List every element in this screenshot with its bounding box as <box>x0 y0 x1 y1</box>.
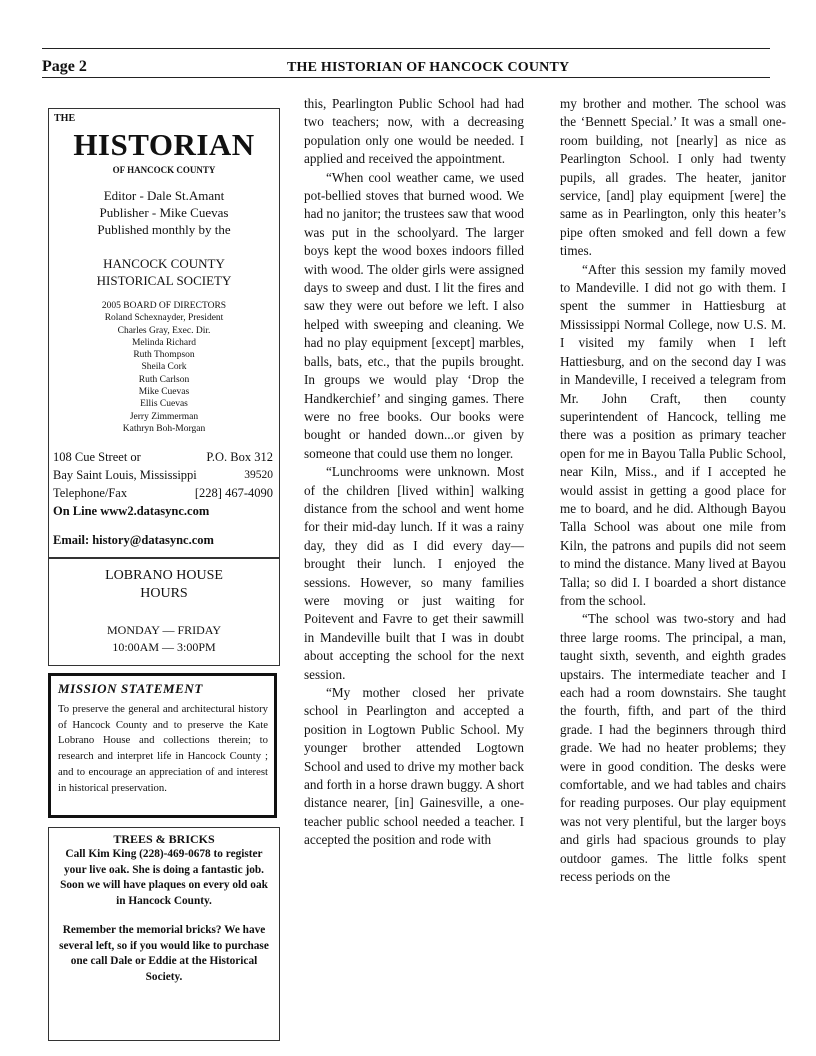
zip-code: 39520 <box>244 469 273 481</box>
staff-list <box>49 187 279 238</box>
article-paragraph: this, Pearlington Public School had had two teachers; now, with a decreasing population only one would be needed. I applied and received the appointment. <box>304 96 524 167</box>
contact-info <box>53 448 273 520</box>
masthead-box <box>48 108 280 558</box>
email: Email: history@datasync.com <box>53 533 214 547</box>
trees-bricks-box <box>48 827 280 1041</box>
mission-box <box>48 673 277 818</box>
article-column-2 <box>560 95 786 886</box>
board-heading: 2005 BOARD OF DIRECTORS <box>101 301 227 311</box>
board-member: Kathryn Boh-Morgan <box>122 423 206 434</box>
published-by-line: Published monthly by the <box>97 222 231 237</box>
masthead-subtitle: OF HANCOCK COUNTY <box>112 165 216 175</box>
masthead-title: HISTORIAN <box>73 127 255 162</box>
hours-title-line: HOURS <box>140 586 188 601</box>
street-address: 108 Cue Street or <box>53 450 141 464</box>
board-member: Charles Gray, Exec. Dir. <box>117 325 211 336</box>
board-of-directors <box>49 300 279 435</box>
article-paragraph: “When cool weather came, we used pot-bellied stoves that burned wood. We had no janitor; the trustees saw that wood was put in the schoolyard. The larger boys kept the wood boxes indoors filled with wood. The older girls were assigned days to sweep and dust. I lit the fires and saw they were out before we left. I also helped with sweeping and cleaning. We had no play equipment [except] marbles, balls, bats, etc., that the pupils brought. In groups we would play ‘Drop the Handkerchief’ and singing games. There were no free books. Our books were bought or handed down...or given by someone that could use them no longer. <box>304 169 524 461</box>
city-state: Bay Saint Louis, Mississippi <box>53 468 197 482</box>
page-number: Page 2 <box>42 58 87 75</box>
phone-number: [228] 467-4090 <box>194 486 273 500</box>
board-member: Mike Cuevas <box>138 387 190 398</box>
publisher-line: Publisher - Mike Cuevas <box>99 205 229 220</box>
board-member: Jerry Zimmerman <box>129 411 199 422</box>
running-title: THE HISTORIAN OF HANCOCK COUNTY <box>287 60 570 75</box>
board-member: Ruth Thompson <box>133 350 195 361</box>
article-paragraph: my brother and mother. The school was the ‘Bennett Special.’ It was a small one-room building, not [nearly] as nice as Pearlington School. I only had twenty pupils, all grades. The heater, janitor service, [and] play equipment [were] the same as in Pearlington, only this heater’s pipe often smoked and fell down a few times. <box>560 96 786 259</box>
board-member: Roland Schexnayder, President <box>104 313 224 324</box>
society-line: HISTORICAL SOCIETY <box>96 273 232 288</box>
mission-title: MISSION STATEMENT <box>58 681 203 696</box>
hours-title <box>49 567 279 603</box>
board-member: Ellis Cuevas <box>140 399 188 410</box>
society-line: HANCOCK COUNTY <box>103 256 225 271</box>
article-paragraph: “After this session my family moved to Mandeville. I did not go with them. I spent the summer in Hattiesburg at Mississippi Normal College, now U.S. M. I visited my family when I left Hattiesburg, and on the second day I was in Mandeville, I received a telegram from Mr. John Craft, then county superintendent of Hancock, telling me there was a position as primary teacher open for me in Bayou Talla Public School, near Kiln, Miss., and if I accepted he would assist in getting a good place for me to board, and he did. Although Bayou Talla School was about one mile from Kiln, the patrons and pupils did not seem to mind the distance. Many lived at Bayou Talla; so did I. I boarded a short distance from the school. <box>560 261 786 608</box>
article-column-1 <box>304 95 524 850</box>
phone-label: Telephone/Fax <box>53 486 128 500</box>
board-member: Sheila Cork <box>141 362 187 373</box>
society-name <box>49 255 279 289</box>
hours-title-line: LOBRANO HOUSE <box>105 568 223 583</box>
bricks-paragraph: Remember the memorial bricks? We have several left, so if you would like to purchase one call Dale or Eddie at the Historical Society. <box>59 924 269 983</box>
hours-time: 10:00AM — 3:00PM <box>112 640 216 654</box>
hours-days: MONDAY — FRIDAY <box>106 623 222 637</box>
po-box: P.O. Box 312 <box>206 450 273 464</box>
article-paragraph: “The school was two-story and had three large rooms. The principal, a man, taught sixth, seventh, and eighth grades upstairs. The intermediate teacher and I each had a room downstairs. She taught the fourth, fifth, and part of the third grade. I had the beginners through third grade. We had no heater problems; they were in good condition. The desks were comfortable, and we had tables and chairs for reading purposes. Our play equipment was not very plentiful, but the larger boys and girls had spacious grounds to play outdoor games. The little folks spent recess periods on the <box>560 611 786 885</box>
website: On Line www2.datasync.com <box>53 504 210 518</box>
editor-line: Editor - Dale St.Amant <box>103 188 225 203</box>
top-rule <box>42 48 770 49</box>
trees-title: TREES & BRICKS <box>113 832 215 846</box>
board-member: Ruth Carlson <box>138 374 190 385</box>
mission-body: To preserve the general and architectural history of Hancock County and to preserve the Kate Lobrano House and collections therein; to research and interpret life in Hancock County ; and to encourage an appreciation of and interest in historical preservation. <box>58 703 268 794</box>
masthead-the: THE <box>54 113 76 124</box>
hours-box <box>48 558 280 666</box>
trees-paragraph: Call Kim King (228)-469-0678 to register your live oak. She is doing a fantastic job. Soon we will have plaques on every old oak in Hancock County. <box>60 848 268 907</box>
article-paragraph: “My mother closed her private school in Pearlington and accepted a position in Logtown Public School. My younger brother attended Logtown School and used to drive my mother back and forth in a horse drawn buggy. A short distance nearer, [in] Gainesville, a one-teacher public school needed a teacher. I accepted the position and rode with <box>304 685 524 848</box>
board-member: Melinda Richard <box>131 337 197 348</box>
header-rule <box>42 77 770 78</box>
article-paragraph: “Lunchrooms were unknown. Most of the children [lived within] walking distance from the school and went home for their mid-day lunch. If it was a rainy day, they did as I did every day— brought their lunch. I enjoyed the sessions. However, so many families were moving or just waiting for Poitevent and Favre to get their sawmill in Mandeville built that I was in doubt about accepting the school for the next session. <box>304 464 524 682</box>
